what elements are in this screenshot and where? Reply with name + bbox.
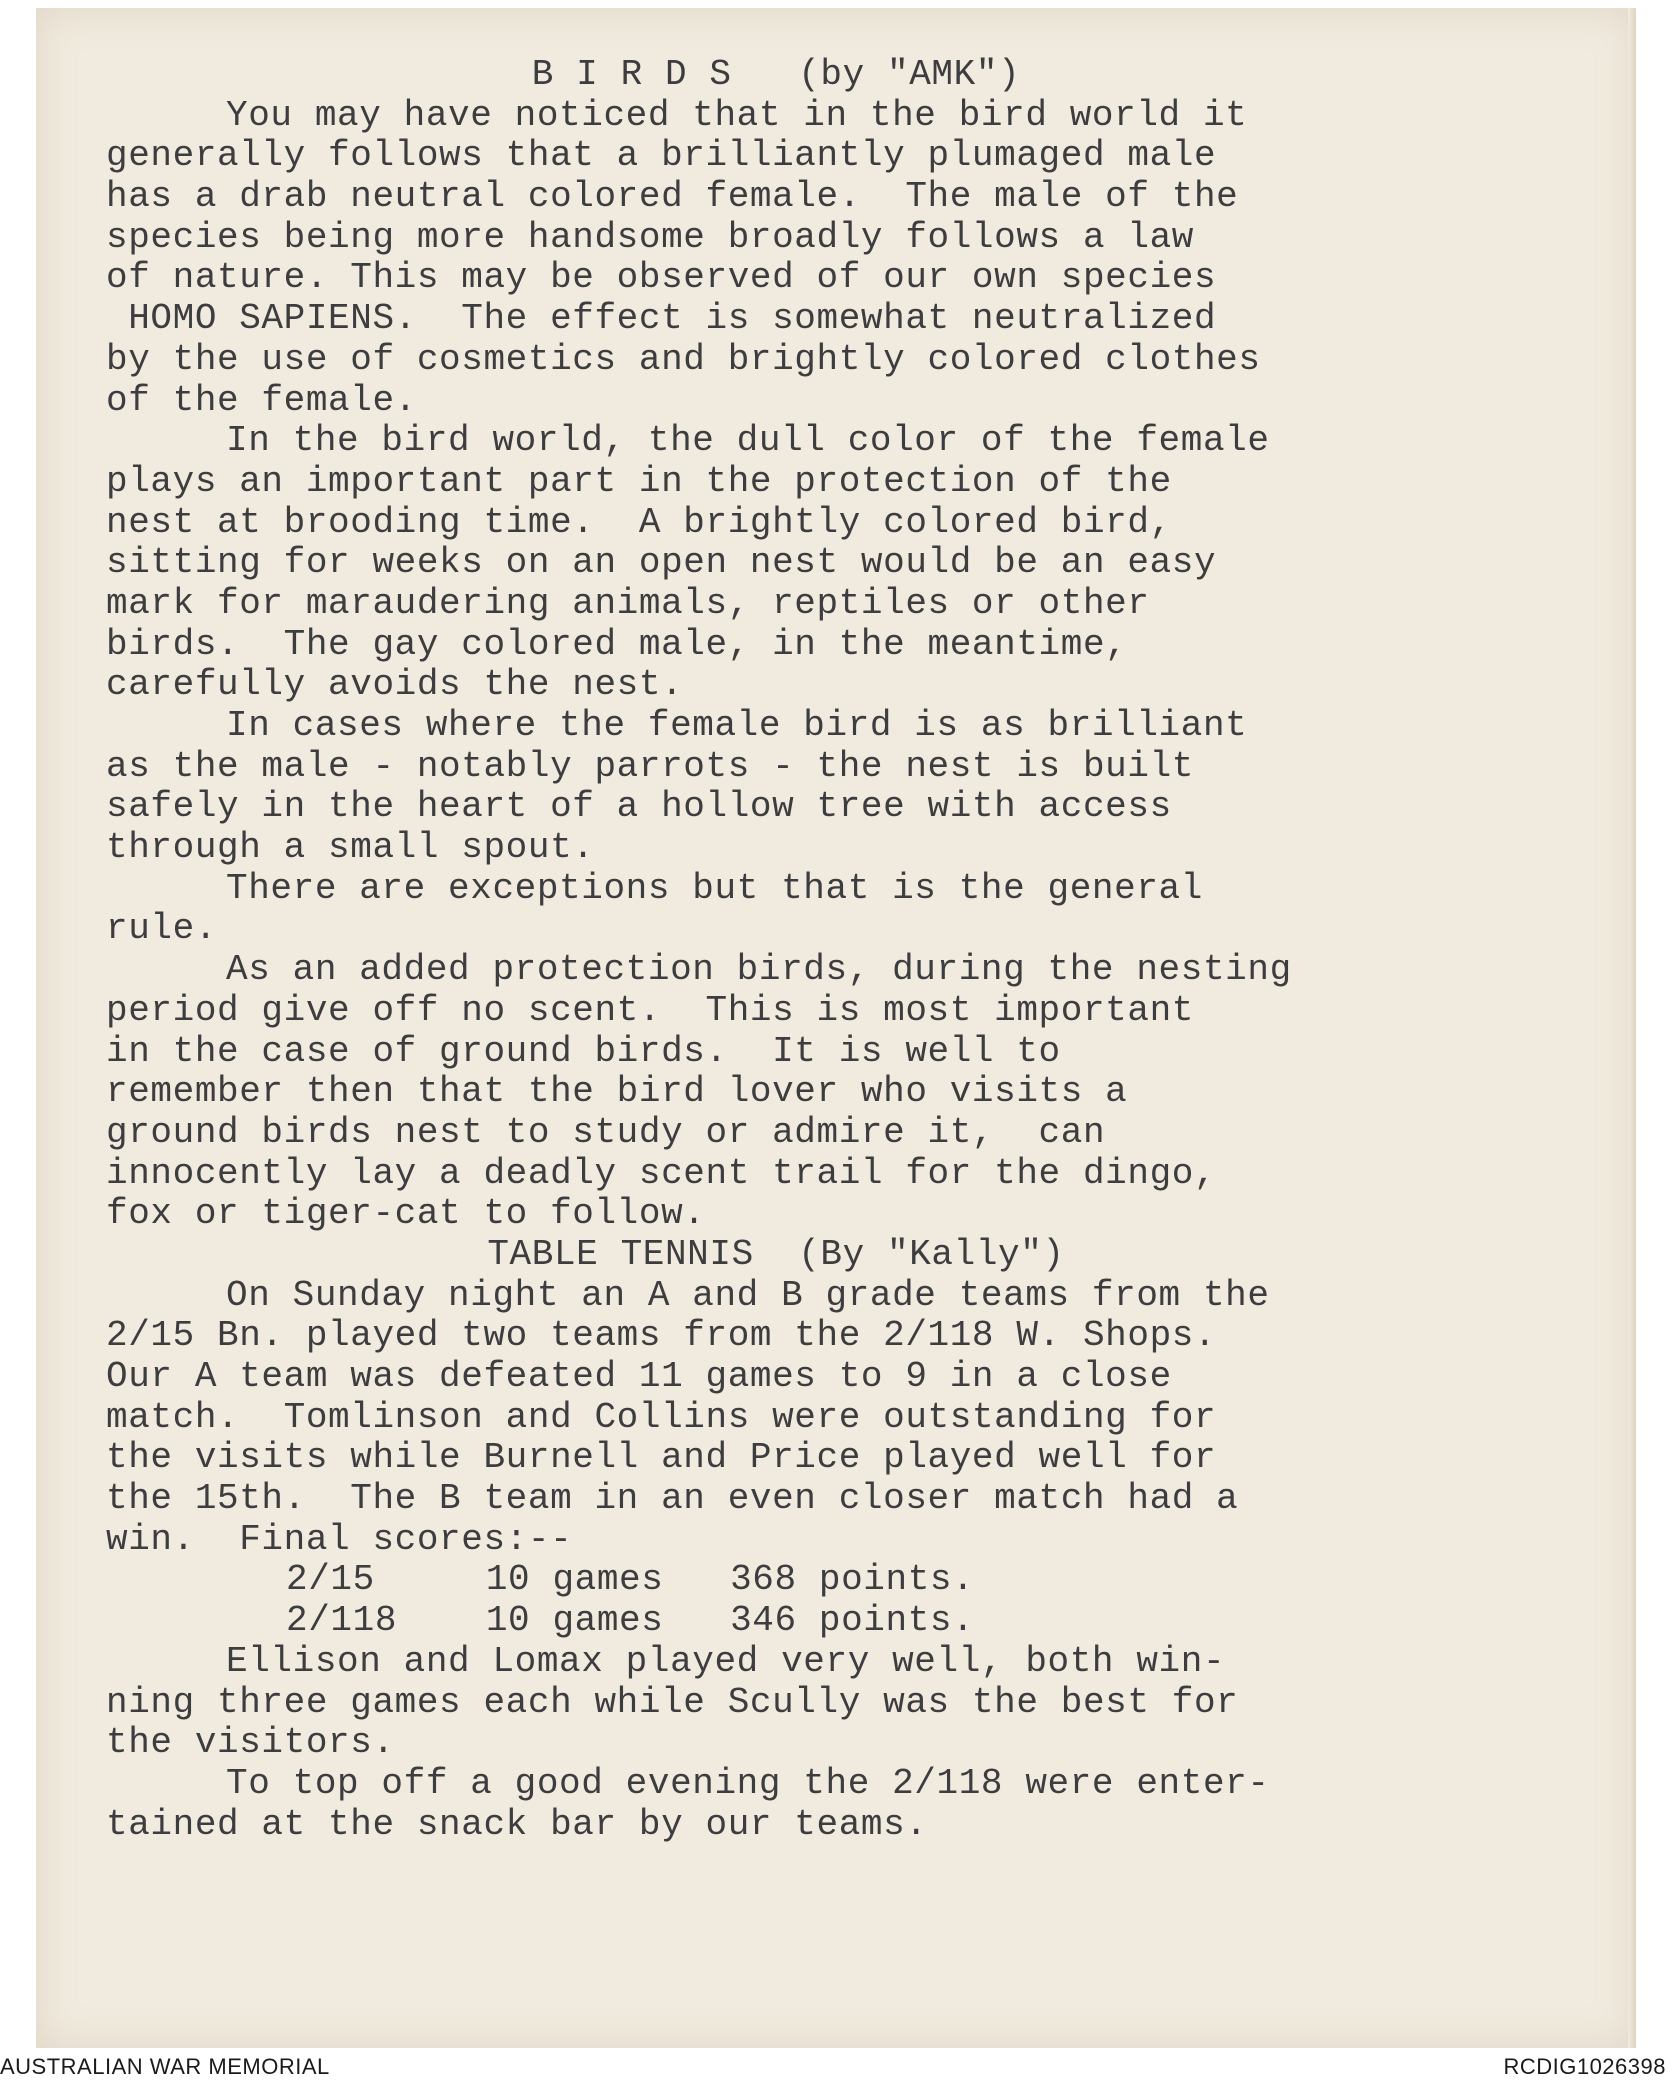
text-line: the 15th. The B team in an even closer match had a: [106, 1478, 1239, 1520]
text-line: To top off a good evening the 2/118 were enter-: [226, 1762, 1270, 1804]
text-line: match. Tomlinson and Collins were outstanding for: [106, 1396, 1217, 1438]
text-line: In the bird world, the dull color of the female: [226, 420, 1270, 462]
text-line: generally follows that a brilliantly plumaged male: [106, 135, 1217, 177]
article-heading-table-tennis: TABLE TENNIS (By "Kally"): [487, 1233, 1065, 1275]
footer-archive-name: AUSTRALIAN WAR MEMORIAL: [0, 2054, 330, 2079]
text-line: Our A team was defeated 11 games to 9 in a close: [106, 1356, 1172, 1397]
text-line: the visits while Burnell and Price played well for: [106, 1437, 1217, 1479]
text-line: the visitors.: [106, 1722, 395, 1764]
text-line: as the male - notably parrots - the nest is built: [106, 745, 1194, 787]
text-line: There are exceptions but that is the general: [226, 867, 1203, 909]
text-line: rule.: [106, 908, 218, 950]
text-line: nest at brooding time. A brightly colored bird,: [106, 501, 1172, 543]
score-line: 2/15 10 games 368 points.: [286, 1559, 975, 1601]
text-line: You may have noticed that in the bird world it: [226, 94, 1248, 136]
text-line: species being more handsome broadly follows a law: [106, 216, 1194, 258]
text-line: has a drab neutral colored female. The male of the: [106, 176, 1239, 218]
text-line: On Sunday night an A and B grade teams from the: [226, 1274, 1270, 1316]
text-line: by the use of cosmetics and brightly colored clothes: [106, 338, 1261, 380]
text-line: safely in the heart of a hollow tree with access: [106, 786, 1172, 828]
typed-page: [106, 55, 1446, 1845]
text-line: through a small spout.: [106, 827, 595, 869]
text-line: sitting for weeks on an open nest would be an easy: [106, 542, 1217, 584]
text-line: fox or tiger-cat to follow.: [106, 1193, 706, 1235]
text-line: mark for maraudering animals, reptiles or other: [106, 582, 1150, 624]
text-line: ning three games each while Scully was the best for: [106, 1681, 1239, 1723]
text-line: plays an important part in the protection of the: [106, 460, 1172, 502]
text-line: win. Final scores:--: [106, 1518, 573, 1560]
score-line: 2/118 10 games 346 points.: [286, 1600, 975, 1642]
text-line: of nature. This may be observed of our own species: [106, 257, 1217, 299]
text-line: period give off no scent. This is most important: [106, 989, 1194, 1031]
text-line: 2/15 Bn. played two teams from the 2/118 W. Shops.: [106, 1315, 1217, 1357]
text-line: tained at the snack bar by our teams.: [106, 1803, 928, 1845]
text-line: ground birds nest to study or admire it, can: [106, 1111, 1106, 1153]
article-heading-birds: B I R D S (by "AMK"): [531, 54, 1021, 95]
text-line: remember then that the bird lover who visits a: [106, 1071, 1128, 1113]
text-line: Ellison and Lomax played very well, both win-: [226, 1640, 1226, 1682]
text-line: As an added protection birds, during the nesting: [226, 949, 1292, 991]
footer-record-id: RCDIG1026398: [1503, 2054, 1666, 2079]
text-line: innocently lay a deadly scent trail for the dingo,: [106, 1152, 1217, 1194]
text-line: HOMO SAPIENS. The effect is somewhat neutralized: [106, 298, 1217, 340]
text-line: carefully avoids the nest.: [106, 664, 684, 706]
text-line: birds. The gay colored male, in the meantime,: [106, 623, 1128, 665]
text-line: In cases where the female bird is as brilliant: [226, 705, 1248, 746]
text-line: in the case of ground birds. It is well to: [106, 1030, 1061, 1072]
text-line: of the female.: [106, 379, 417, 421]
